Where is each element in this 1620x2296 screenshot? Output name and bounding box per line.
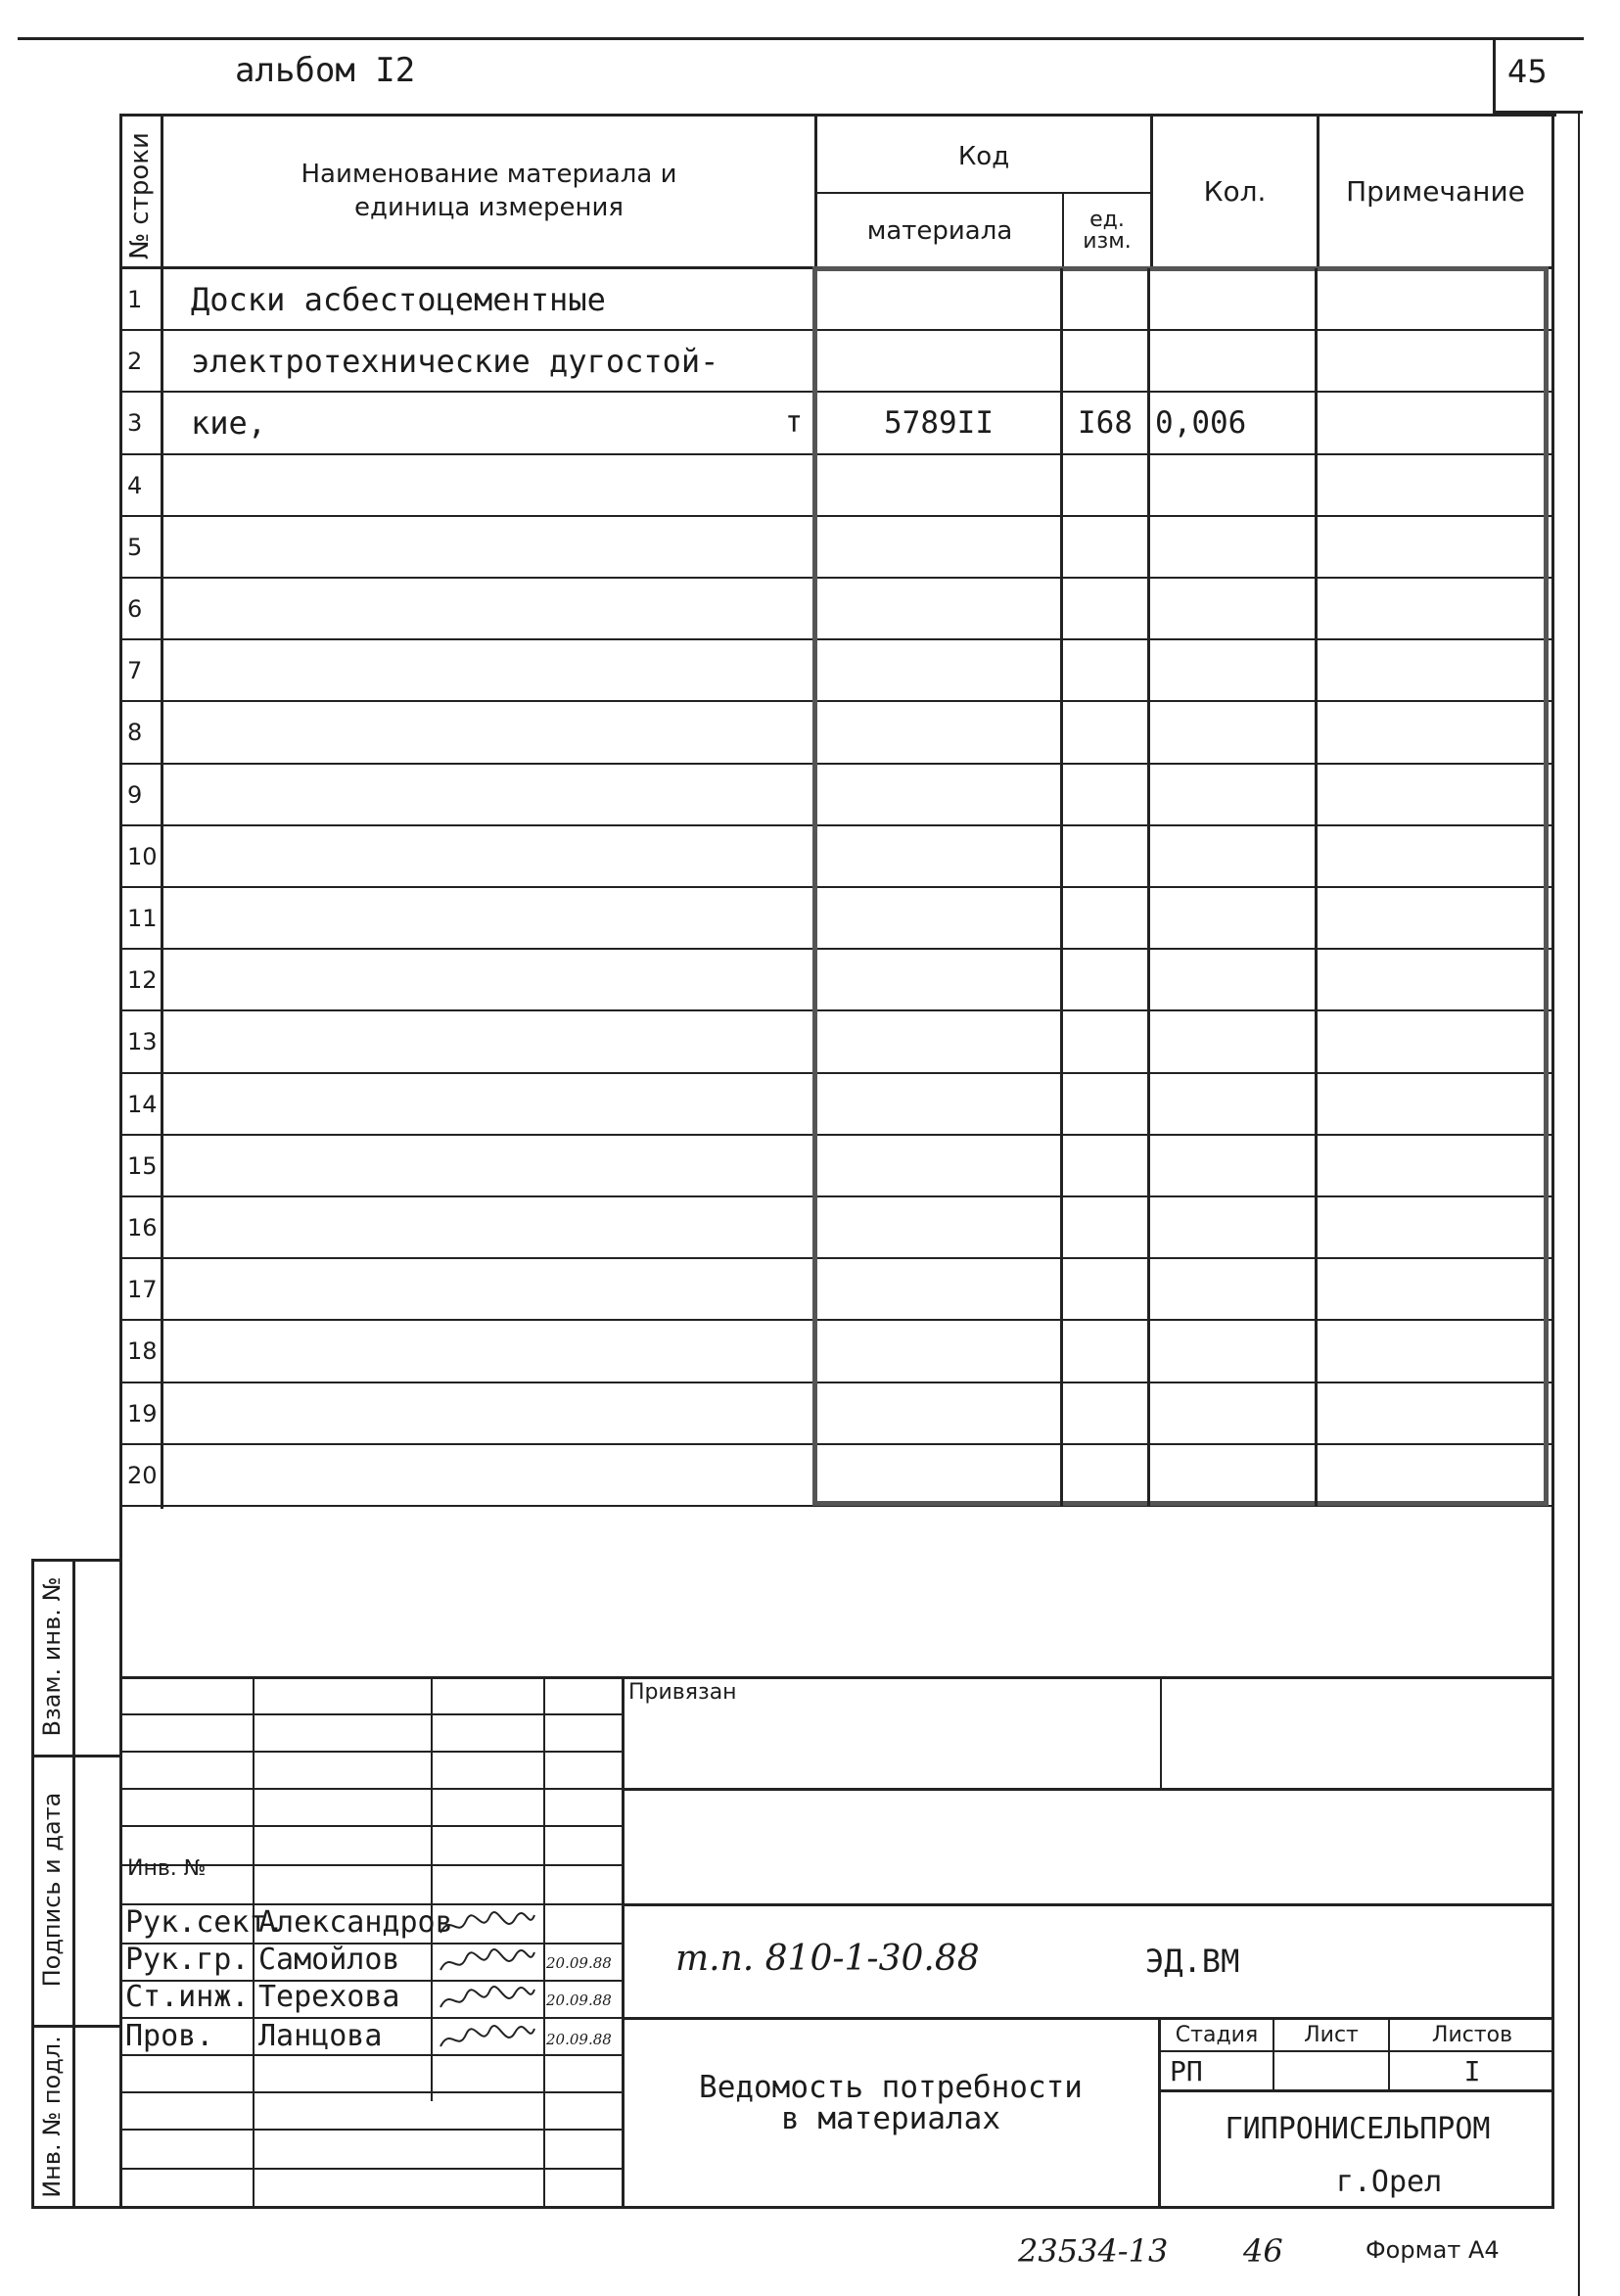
album-label: альбом I2 <box>235 51 416 90</box>
row-unit <box>744 330 803 392</box>
signature-scribble <box>437 2023 538 2054</box>
row-name <box>191 1320 739 1382</box>
row-number: 16 <box>127 1213 158 1242</box>
data-area-border <box>812 266 1549 1506</box>
tb-row-line <box>119 2129 624 2131</box>
tb-h2 <box>622 1903 1554 1906</box>
row-number: 10 <box>127 842 158 870</box>
stamp-inv-podl: Инв. № подл. <box>38 2036 66 2198</box>
tb-privyazan-split <box>1160 1676 1162 1790</box>
tb-row-line <box>119 2054 624 2056</box>
signer-date: 20.09.88 <box>546 1954 612 1972</box>
frame-top <box>119 114 1556 117</box>
row-name <box>191 1258 739 1320</box>
archive-number: 23534-13 <box>1018 2232 1169 2270</box>
row-unit <box>744 1258 803 1320</box>
stamp-col-inner <box>72 1559 75 2209</box>
tb-row-line <box>119 1825 624 1827</box>
inv-no-label: Инв. № <box>127 1856 207 1881</box>
col-line-codeunit <box>1060 268 1063 1506</box>
header-note: Примечание <box>1346 174 1525 208</box>
row-unit <box>744 764 803 825</box>
sheet-number: 45 <box>1507 53 1548 90</box>
page-right-edge <box>1578 113 1580 2296</box>
row-number: 3 <box>127 408 143 437</box>
stage-value: РП <box>1170 2054 1203 2087</box>
sheets-label: Листов <box>1431 2022 1513 2047</box>
tb-row-line <box>119 1751 624 1753</box>
frame-left <box>119 114 122 2209</box>
header-name <box>163 147 814 235</box>
stamp-bottom <box>31 2206 121 2209</box>
row-unit <box>744 1320 803 1382</box>
row-unit <box>744 639 803 701</box>
row-unit-code: I68 <box>1078 404 1133 441</box>
row-name <box>191 701 739 763</box>
row-name <box>191 764 739 825</box>
tb-top-line <box>119 1676 1554 1679</box>
row-name <box>191 578 739 639</box>
row-unit <box>744 1196 803 1258</box>
row-name <box>191 1135 739 1196</box>
stamp-vzam: Взам. инв. № <box>38 1576 66 1737</box>
row-name <box>191 1073 739 1135</box>
header-name-text: Наименование материала и единица измерения <box>301 160 677 222</box>
row-unit <box>744 825 803 887</box>
row-number: 4 <box>127 471 143 499</box>
row-number: 20 <box>127 1461 158 1489</box>
row-name <box>191 454 739 516</box>
row-number: 6 <box>127 594 143 623</box>
row-unit <box>744 1382 803 1444</box>
org-city: г.Орел <box>1335 2164 1443 2199</box>
header-code: Код <box>957 142 1010 171</box>
stage-label: Стадия <box>1175 2022 1259 2047</box>
signer-role: Рук.сект. <box>125 1905 285 1940</box>
col-line-qty-body <box>1147 268 1150 1506</box>
row-number: 19 <box>127 1399 158 1428</box>
row-number: 14 <box>127 1090 158 1118</box>
header-row-no: № строки <box>125 132 155 259</box>
stamp-div2 <box>31 2025 121 2028</box>
sheet-value <box>1274 2052 1388 2089</box>
row-name: кие, <box>191 403 267 442</box>
sheet-label: Лист <box>1304 2022 1359 2047</box>
row-unit: т <box>784 405 803 440</box>
privyazan-label: Привязан <box>628 1680 737 1705</box>
header-top-line <box>18 37 1584 40</box>
row-number: 12 <box>127 965 158 994</box>
signer-name: Александров <box>258 1905 453 1940</box>
org-name: ГИПРОНИСЕЛЬПРОМ <box>1225 2111 1491 2146</box>
row-name: Доски асбестоцементные <box>191 280 606 318</box>
tb-row-line <box>119 2091 624 2093</box>
format-label: Формат А4 <box>1365 2236 1500 2264</box>
row-material-code: 5789II <box>884 404 994 441</box>
row-number: 7 <box>127 656 143 684</box>
row-number: 5 <box>127 533 143 561</box>
page-number: 46 <box>1243 2232 1283 2270</box>
col-line-rowno <box>161 114 163 1509</box>
row-number: 17 <box>127 1275 158 1303</box>
row-unit <box>744 516 803 578</box>
doc-mark: ЭД.ВМ <box>1145 1943 1240 1980</box>
frame-right <box>1551 114 1554 2209</box>
row-number: 1 <box>127 285 143 313</box>
row-unit <box>744 701 803 763</box>
row-number: 2 <box>127 347 143 375</box>
row-unit <box>744 887 803 949</box>
tb-row-line <box>119 1713 624 1715</box>
row-unit <box>744 1444 803 1506</box>
tb-row-line <box>119 2168 624 2170</box>
row-unit <box>744 454 803 516</box>
row-number: 18 <box>127 1336 158 1365</box>
row-unit <box>744 268 803 330</box>
row-number: 9 <box>127 780 143 809</box>
row-unit <box>744 949 803 1010</box>
row-name <box>191 949 739 1010</box>
row-name <box>191 887 739 949</box>
doc-title-text: Ведомость потребности в материалах <box>699 2070 1083 2136</box>
signer-role: Ст.инж. <box>125 1980 250 2014</box>
stamp-div1 <box>31 1755 121 1757</box>
header-right-bar <box>1493 39 1496 114</box>
signer-name: Терехова <box>258 1980 400 2014</box>
row-unit <box>744 1010 803 1072</box>
header-code-unit <box>1064 196 1150 266</box>
header-qty: Кол. <box>1203 174 1267 208</box>
frame-bottom <box>119 2206 1554 2209</box>
row-name: электротехнические дугостой- <box>191 342 719 380</box>
tb-v-name <box>431 1676 433 2101</box>
row-name <box>191 516 739 578</box>
signature-scribble <box>437 1946 538 1978</box>
tb-row-line <box>119 1788 624 1790</box>
row-unit <box>744 578 803 639</box>
row-number: 15 <box>127 1151 158 1180</box>
code-subheader-line <box>814 192 1152 194</box>
row-name <box>191 1196 739 1258</box>
signature-scribble <box>437 1984 538 2015</box>
doc-title <box>646 2040 1135 2134</box>
row-name <box>191 1382 739 1444</box>
row-name <box>191 825 739 887</box>
signer-name: Самойлов <box>258 1943 400 1977</box>
row-name <box>191 639 739 701</box>
row-name <box>191 1444 739 1506</box>
row-number: 8 <box>127 718 143 746</box>
row-qty: 0,006 <box>1155 404 1247 441</box>
col-line-note-body <box>1315 268 1318 1506</box>
header-code-material: материала <box>866 216 1013 246</box>
row-unit <box>744 1073 803 1135</box>
signer-date: 20.09.88 <box>546 2031 612 2048</box>
doc-code: т.п. 810-1-30.88 <box>675 1939 980 1979</box>
stamp-top <box>31 1559 121 1562</box>
row-number: 13 <box>127 1027 158 1055</box>
tb-h1 <box>622 1788 1554 1791</box>
tb-stage-bot <box>1158 2089 1554 2092</box>
signer-role: Рук.гр. <box>125 1943 250 1977</box>
stamp-podpis: Подпись и дата <box>38 1792 66 1988</box>
row-number: 11 <box>127 904 158 932</box>
signer-date: 20.09.88 <box>546 1991 612 2009</box>
row-name <box>191 1010 739 1072</box>
signature-scribble <box>437 1909 538 1941</box>
signer-name: Ланцова <box>258 2019 383 2053</box>
header-code-unit-text: ед. изм. <box>1083 208 1132 254</box>
row-unit <box>744 1135 803 1196</box>
sheets-value: I <box>1463 2054 1481 2087</box>
signer-role: Пров. <box>125 2019 214 2053</box>
